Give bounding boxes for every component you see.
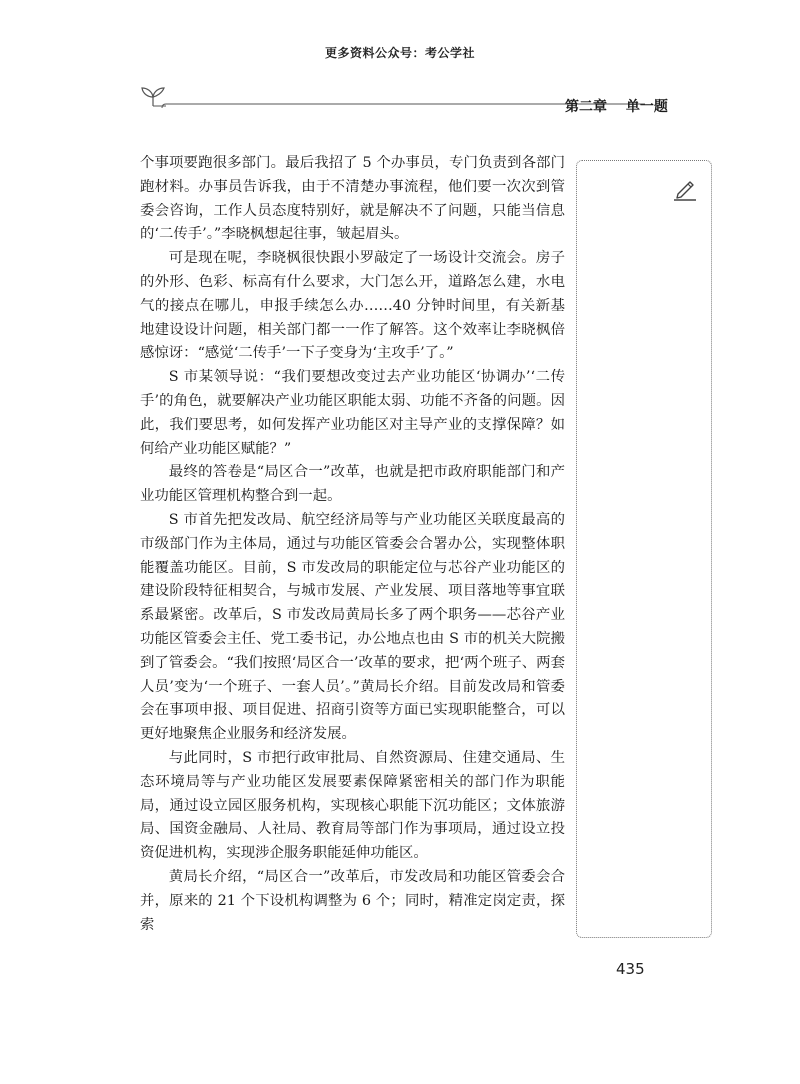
paragraph: 个事项要跑很多部门。最后我招了 5 个办事员，专门负责到各部门跑材料。办事员告诉我，由于不清楚办事流程，他们要一次次到管委会咨询，工作人员态度特别好，就是解决不了问题，只能当信息的‘二传手’。”李晓枫想起往事，皱起眉头。 <box>140 155 565 243</box>
paragraph: 最终的答卷是“局区合一”改革，也就是把市政府职能部门和产业功能区管理机构整合到一起。 <box>140 464 565 505</box>
notes-box <box>576 160 712 938</box>
pencil-icon <box>672 176 698 202</box>
chapter-label: 第二章 <box>565 99 607 115</box>
sprout-icon <box>140 86 166 108</box>
paragraph: 可是现在呢，李晓枫很快跟小罗敲定了一场设计交流会。房子的外形、色彩、标高有什么要求，大门怎么开，道路怎么建，水电气的接点在哪儿，申报手续怎么办……40 分钟时间里，有关新基地建设设计问题，相关部门都一一作了解答。这个效率让李晓枫倍感惊讶：“感觉‘二传手’一下子变身为‘主攻手’了。” <box>140 250 565 362</box>
paragraph: 与此同时，S 市把行政审批局、自然资源局、住建交通局、生态环境局等与产业功能区发展要素保障紧密相关的部门作为职能局，通过设立园区服务机构，实现核心职能下沉功能区；文体旅游局、国资金融局、人社局、教育局等部门作为事项局，通过设立投资促进机构，实现涉企服务职能延伸功能区。 <box>140 749 565 862</box>
watermark-text: 更多资料公众号：考公学社 <box>324 46 475 60</box>
page-number: 435 <box>616 960 645 978</box>
body-text <box>140 152 565 937</box>
paragraph: 黄局长介绍，“局区合一”改革后，市发改局和功能区管委会合并，原来的 21 个下设机构调整为 6 个；同时，精准定岗定责，探索 <box>140 868 565 933</box>
paragraph: S 市首先把发改局、航空经济局等与产业功能区关联度最高的市级部门作为主体局，通过与功能区管委会合署办公，实现整体职能覆盖功能区。目前，S 市发改局的职能定位与芯谷产业功能区的建设阶段特征相契合，与城市发展、产业发展、项目落地等事宜联系最紧密。改革后，S 市发改局黄局长多了两个职务——芯谷产业功能区管委会主任、党工委书记，办公地点也由 S 市的机关大院搬到了管委会。“我们按照‘局区合一’改革的要求，把‘两个班子、两套人员’变为‘一个班子、一套人员’。”黄局长介绍。目前发改局和管委会在事项申报、项目促进、招商引资等方面已实现职能整合，可以更好地聚焦企业服务和经济发展。 <box>140 511 565 743</box>
chapter-heading <box>565 96 668 116</box>
paragraph: S 市某领导说：“我们要想改变过去产业功能区‘协调办’‘二传手’的角色，就要解决产业功能区职能太弱、功能不齐备的问题。因此，我们要思考，如何发挥产业功能区对主导产业的支撑保障？如何给产业功能区赋能？” <box>140 369 565 457</box>
section-label: 单一题 <box>625 99 668 115</box>
